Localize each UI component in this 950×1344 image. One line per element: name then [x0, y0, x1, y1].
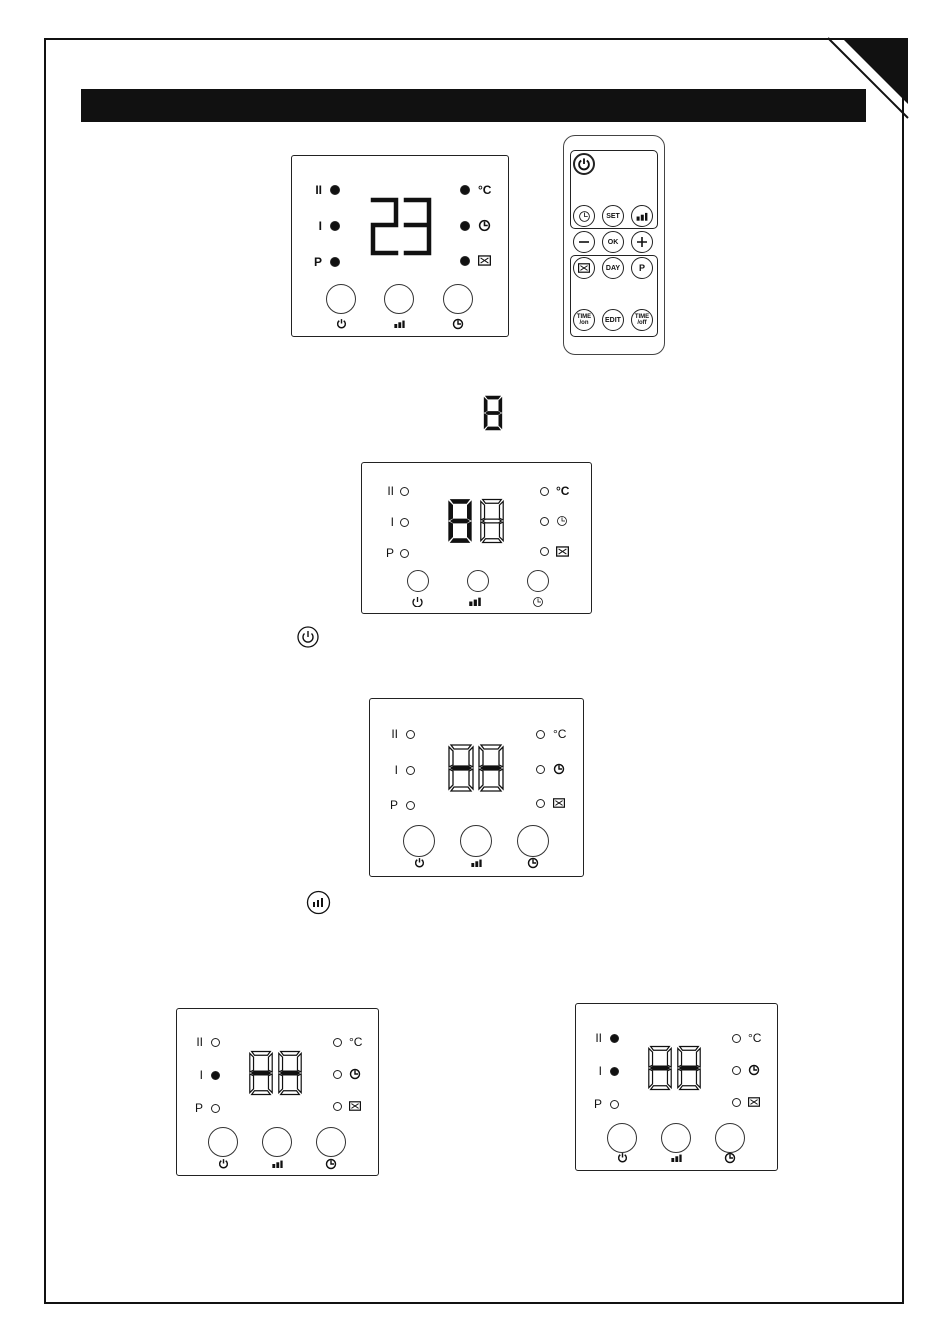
- timer-icon: [478, 219, 491, 232]
- low-label: I: [390, 515, 394, 529]
- low-indicator: [211, 1071, 220, 1080]
- control-panel-level-1: [176, 1008, 379, 1176]
- power-level-icon: [465, 597, 485, 606]
- power-level-button[interactable]: [384, 284, 414, 314]
- display-digits-23: [368, 196, 436, 258]
- high-indicator: [211, 1038, 220, 1047]
- display-dash-right: [675, 1041, 703, 1095]
- timer-indicator: [536, 765, 545, 774]
- celsius-icon: °C: [349, 1035, 363, 1049]
- remote-control: [563, 135, 665, 355]
- window-icon: [349, 1101, 361, 1111]
- high-label: II: [391, 727, 398, 741]
- control-panel-level-2: [575, 1003, 778, 1171]
- program-label: P: [194, 1101, 203, 1115]
- window-icon: [556, 546, 569, 557]
- low-indicator: [330, 221, 340, 231]
- remote-power-level-button[interactable]: [631, 205, 653, 227]
- timer-icon: [349, 1068, 361, 1080]
- window-indicator: [540, 547, 549, 556]
- high-label: II: [387, 484, 394, 498]
- power-icon: [336, 318, 347, 329]
- timer-icon: [452, 318, 464, 330]
- timer-indicator: [460, 221, 470, 231]
- program-indicator: [211, 1104, 220, 1113]
- remote-power-button[interactable]: [573, 153, 595, 175]
- program-label: P: [389, 798, 398, 812]
- program-label: P: [385, 546, 394, 560]
- window-icon: [478, 255, 491, 266]
- window-icon: [748, 1097, 760, 1107]
- program-indicator: [330, 257, 340, 267]
- low-indicator: [610, 1067, 619, 1076]
- timer-icon: [527, 857, 539, 869]
- remote-timer-button[interactable]: [573, 205, 595, 227]
- power-level-icon: [393, 320, 406, 328]
- display-dash-right: [476, 739, 506, 797]
- seven-segment-digit-icon: [482, 393, 504, 433]
- remote-program-button[interactable]: P: [631, 257, 653, 279]
- celsius-indicator: [460, 185, 470, 195]
- display-dash-left: [646, 1041, 674, 1095]
- celsius-indicator: [536, 730, 545, 739]
- celsius-indicator: [540, 487, 549, 496]
- remote-day-button[interactable]: DAY: [602, 257, 624, 279]
- high-label: II: [315, 183, 322, 197]
- power-icon: [297, 626, 319, 648]
- timer-icon: [578, 210, 591, 223]
- power-icon: [412, 596, 423, 607]
- high-label: II: [595, 1031, 602, 1045]
- celsius-icon: °C: [553, 727, 567, 741]
- timer-button[interactable]: [443, 284, 473, 314]
- power-level-icon: [470, 859, 483, 867]
- section-title-bar: [81, 89, 866, 122]
- program-indicator: [406, 801, 415, 810]
- power-level-button[interactable]: [262, 1127, 292, 1157]
- remote-time-off-button[interactable]: TIME /off: [631, 309, 653, 331]
- power-level-icon: [670, 1154, 683, 1162]
- power-icon: [617, 1152, 628, 1163]
- celsius-icon: °C: [556, 484, 570, 498]
- high-indicator: [406, 730, 415, 739]
- power-level-button[interactable]: [467, 570, 489, 592]
- control-panel-standby: [369, 698, 584, 877]
- low-indicator: [400, 518, 409, 527]
- program-indicator: [610, 1100, 619, 1109]
- high-label: II: [196, 1035, 203, 1049]
- timer-icon: [556, 515, 568, 527]
- remote-minus-button[interactable]: [573, 231, 595, 253]
- power-button[interactable]: [208, 1127, 238, 1157]
- low-label: I: [199, 1068, 203, 1082]
- timer-button[interactable]: [517, 825, 549, 857]
- display-dash-right: [276, 1046, 304, 1100]
- celsius-indicator: [333, 1038, 342, 1047]
- timer-icon: [532, 596, 544, 608]
- power-level-icon: [636, 212, 648, 221]
- window-indicator: [536, 799, 545, 808]
- display-dash-left: [247, 1046, 275, 1100]
- program-indicator: [400, 549, 409, 558]
- display-digit-left-lit: [446, 495, 474, 547]
- timer-indicator: [732, 1066, 741, 1075]
- remote-time-on-button[interactable]: TIME /on: [573, 309, 595, 331]
- timer-icon: [724, 1152, 736, 1164]
- power-icon: [218, 1158, 229, 1169]
- low-label: I: [598, 1064, 602, 1078]
- high-indicator: [330, 185, 340, 195]
- program-label: P: [593, 1097, 602, 1111]
- power-level-icon: [271, 1160, 284, 1168]
- power-button[interactable]: [407, 570, 429, 592]
- remote-set-button[interactable]: SET: [602, 205, 624, 227]
- timer-indicator: [333, 1070, 342, 1079]
- display-dash-left: [446, 739, 476, 797]
- timer-icon: [748, 1064, 760, 1076]
- remote-plus-button[interactable]: [631, 231, 653, 253]
- timer-icon: [325, 1158, 337, 1170]
- window-icon: [578, 263, 590, 273]
- power-level-icon: [306, 890, 331, 915]
- celsius-indicator: [732, 1034, 741, 1043]
- low-indicator: [406, 766, 415, 775]
- timer-button[interactable]: [527, 570, 549, 592]
- high-indicator: [610, 1034, 619, 1043]
- celsius-icon: °C: [478, 183, 492, 197]
- timer-indicator: [540, 517, 549, 526]
- program-label: P: [313, 255, 322, 269]
- window-icon: [553, 798, 565, 808]
- display-digit-right-unlit: [478, 495, 506, 547]
- window-indicator: [460, 256, 470, 266]
- remote-edit-button[interactable]: EDIT: [602, 309, 624, 331]
- remote-window-button[interactable]: [573, 257, 595, 279]
- celsius-icon: °C: [748, 1031, 762, 1045]
- remote-ok-button[interactable]: OK: [602, 231, 624, 253]
- control-panel-on: [291, 155, 509, 337]
- timer-button[interactable]: [715, 1123, 745, 1153]
- control-panel-startup: [361, 462, 592, 614]
- power-button[interactable]: [607, 1123, 637, 1153]
- window-indicator: [732, 1098, 741, 1107]
- timer-button[interactable]: [316, 1127, 346, 1157]
- power-level-button[interactable]: [460, 825, 492, 857]
- timer-icon: [553, 763, 565, 775]
- high-indicator: [400, 487, 409, 496]
- power-button[interactable]: [326, 284, 356, 314]
- power-icon: [577, 157, 591, 171]
- window-indicator: [333, 1102, 342, 1111]
- power-icon: [414, 857, 425, 868]
- low-label: I: [318, 219, 322, 233]
- plus-icon: [636, 236, 648, 248]
- minus-icon: [578, 236, 590, 248]
- power-button[interactable]: [403, 825, 435, 857]
- power-level-button[interactable]: [661, 1123, 691, 1153]
- low-label: I: [394, 763, 398, 777]
